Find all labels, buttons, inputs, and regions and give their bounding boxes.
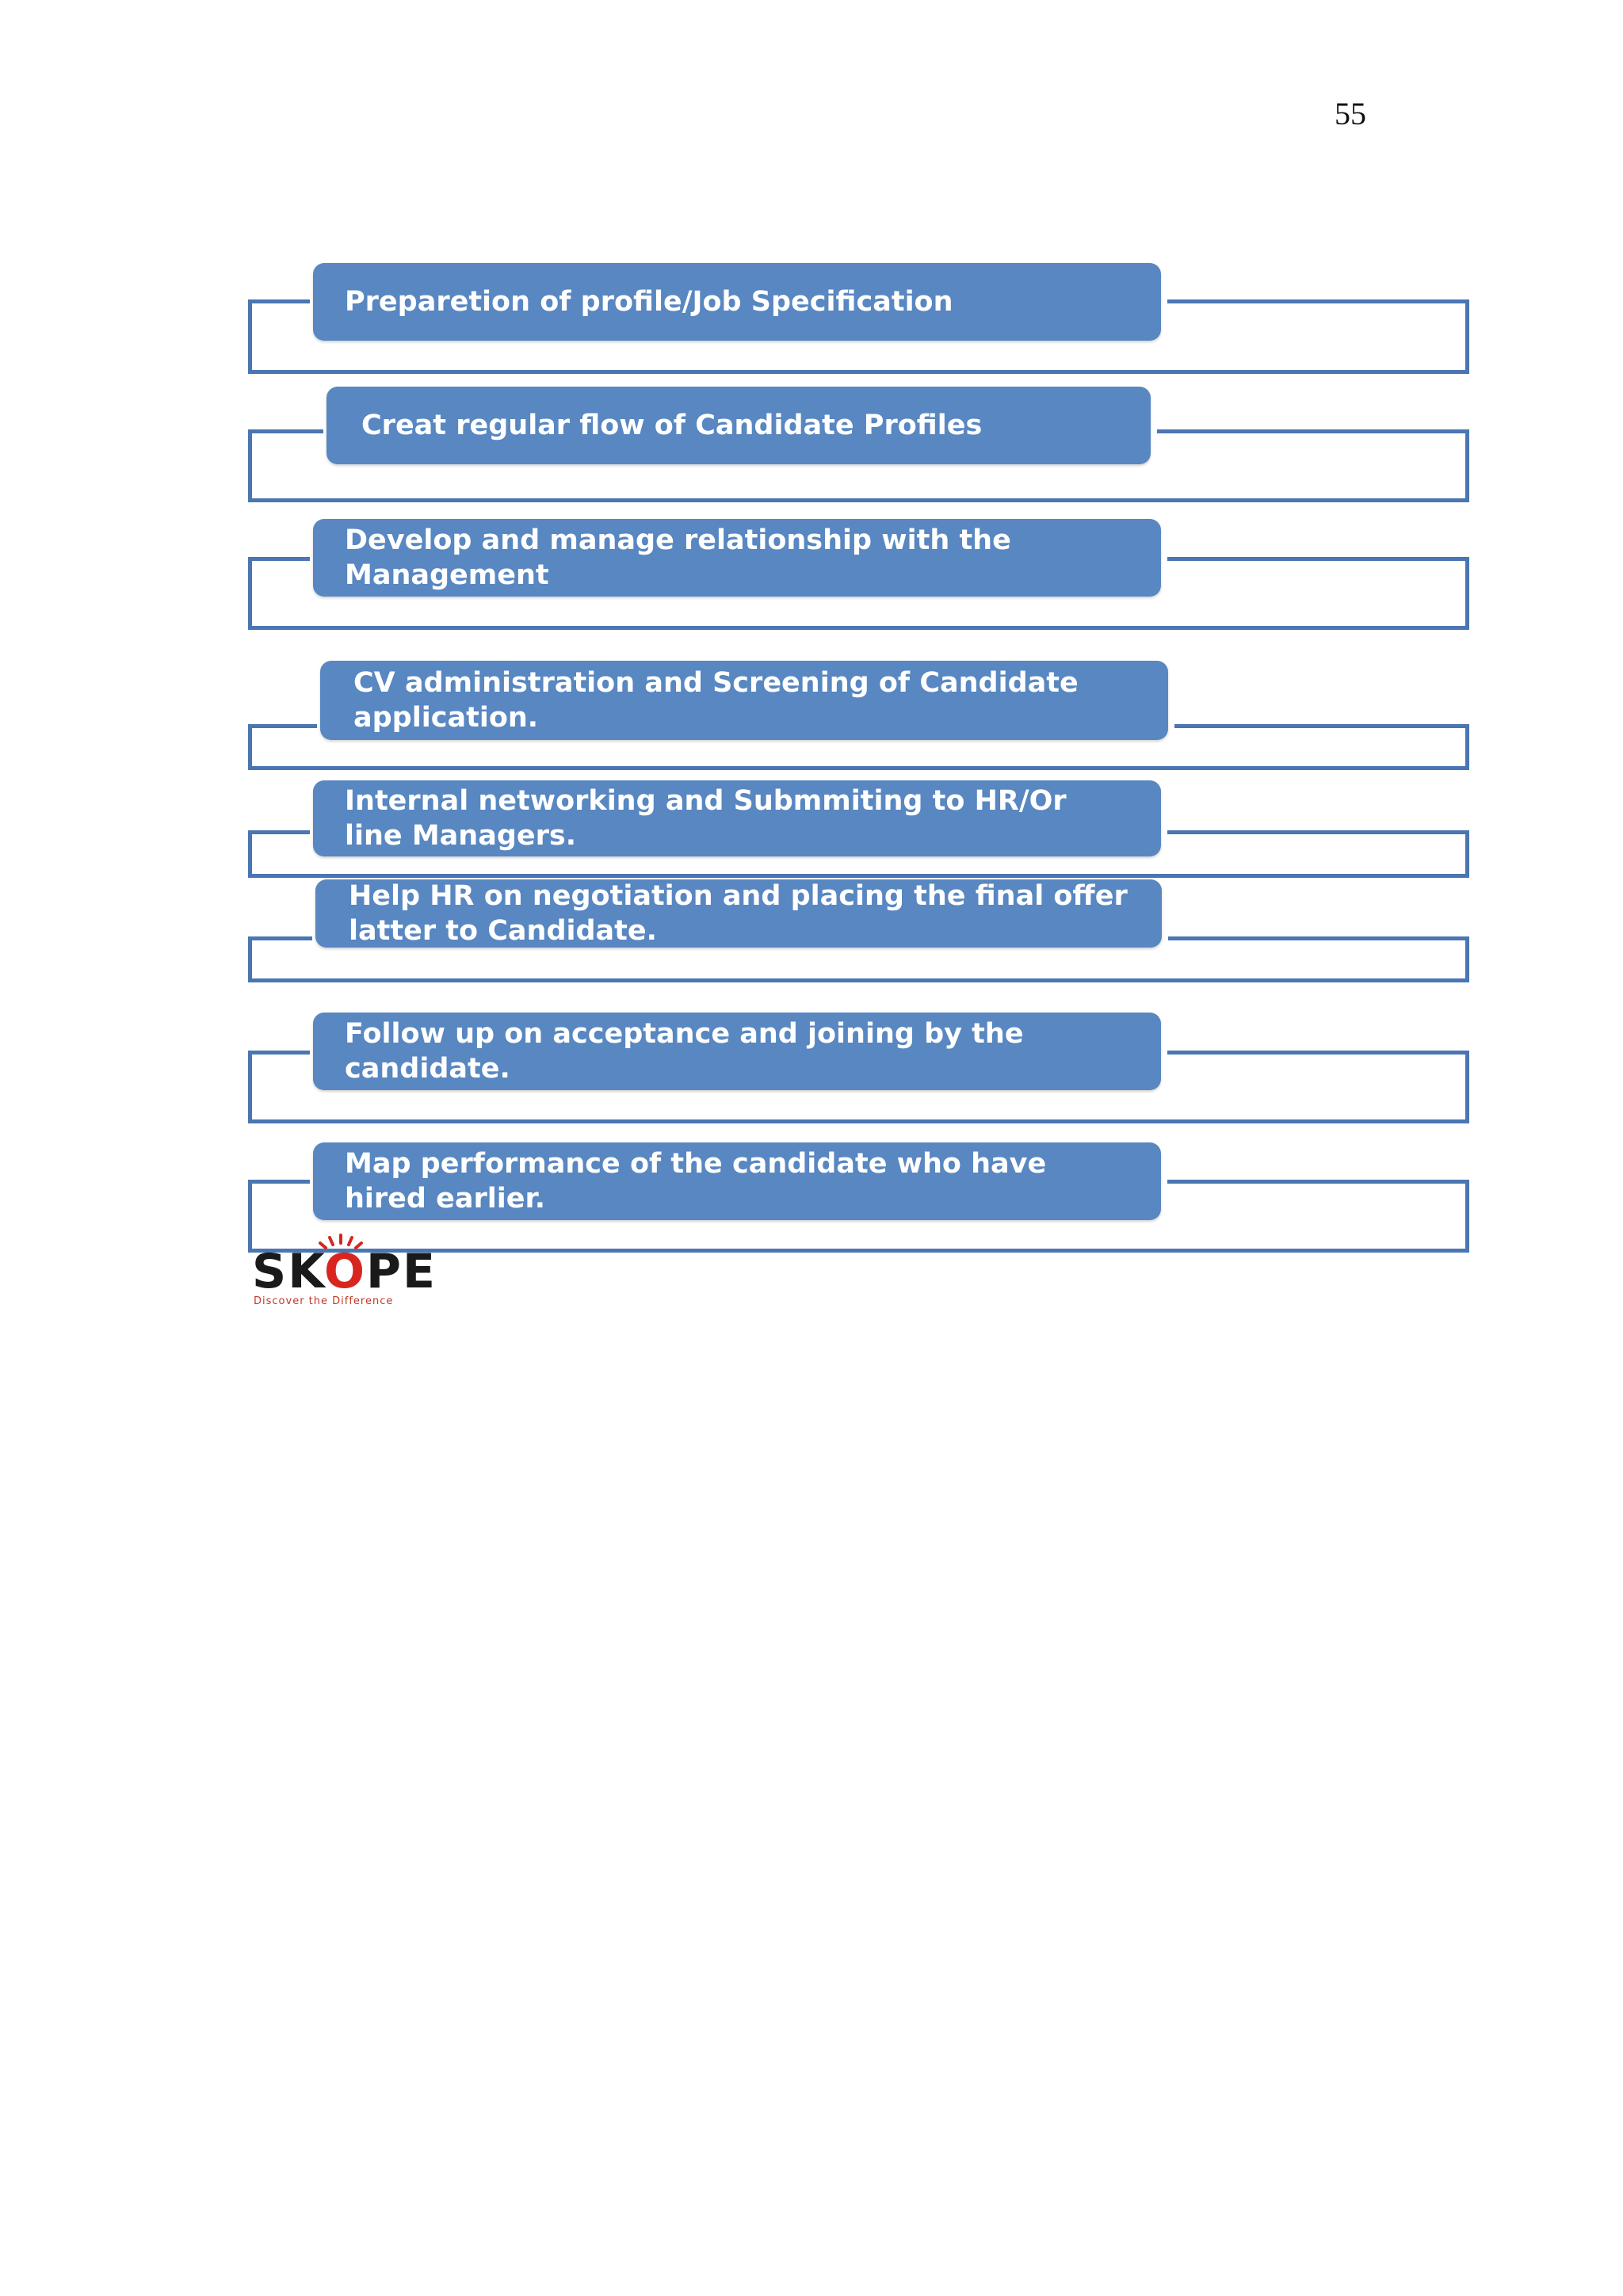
step-label: Help HR on negotiation and placing the final offer latter to Candidate. <box>349 880 1128 947</box>
bracket-top-right <box>1167 830 1469 834</box>
skope-logo <box>252 1240 450 1307</box>
bracket-top-right <box>1167 1051 1469 1055</box>
step-box <box>313 263 1161 341</box>
logo-tagline: Discover the Difference <box>254 1295 394 1307</box>
step-label: Prepareti​on of profile/Job Specification <box>345 286 953 318</box>
bracket-top-left <box>248 1051 310 1055</box>
bracket-top-left <box>248 557 310 561</box>
step-label: Map performance of the candidate who have hired earlier. <box>345 1148 1047 1215</box>
page-number: 55 <box>1335 96 1366 132</box>
step-label: Creat regular flow of Candidate Profiles <box>361 410 983 441</box>
step-box <box>313 519 1161 597</box>
bracket-top-left <box>248 1180 310 1184</box>
step-box <box>327 387 1151 464</box>
step-box <box>313 780 1161 856</box>
bracket-top-left <box>248 724 317 728</box>
bracket-top-right <box>1168 936 1469 940</box>
step-box <box>320 661 1168 740</box>
step-label: Develop and manage relationship with the Management <box>345 524 1011 591</box>
bracket-top-right <box>1167 557 1469 561</box>
logo-wordmark: SKOPE <box>252 1244 437 1299</box>
step-label: Follow up on acceptance and joining by the candidate. <box>345 1018 1024 1085</box>
step-box <box>313 1142 1161 1220</box>
bracket-top-left <box>248 936 312 940</box>
bracket-top-left <box>248 299 310 303</box>
bracket-top-left <box>248 429 323 433</box>
step-label: CV administration and Screening of Candidate application. <box>353 667 1079 734</box>
step-box <box>315 879 1162 948</box>
step-label: Internal networking and Submmiting to HR/Or line Managers. <box>345 785 1067 852</box>
bracket-top-right <box>1174 724 1469 728</box>
bracket-top-right <box>1157 429 1469 433</box>
bracket-top-left <box>248 830 310 834</box>
step-box <box>313 1013 1161 1090</box>
bracket-top-right <box>1167 299 1469 303</box>
bracket-top-right <box>1167 1180 1469 1184</box>
